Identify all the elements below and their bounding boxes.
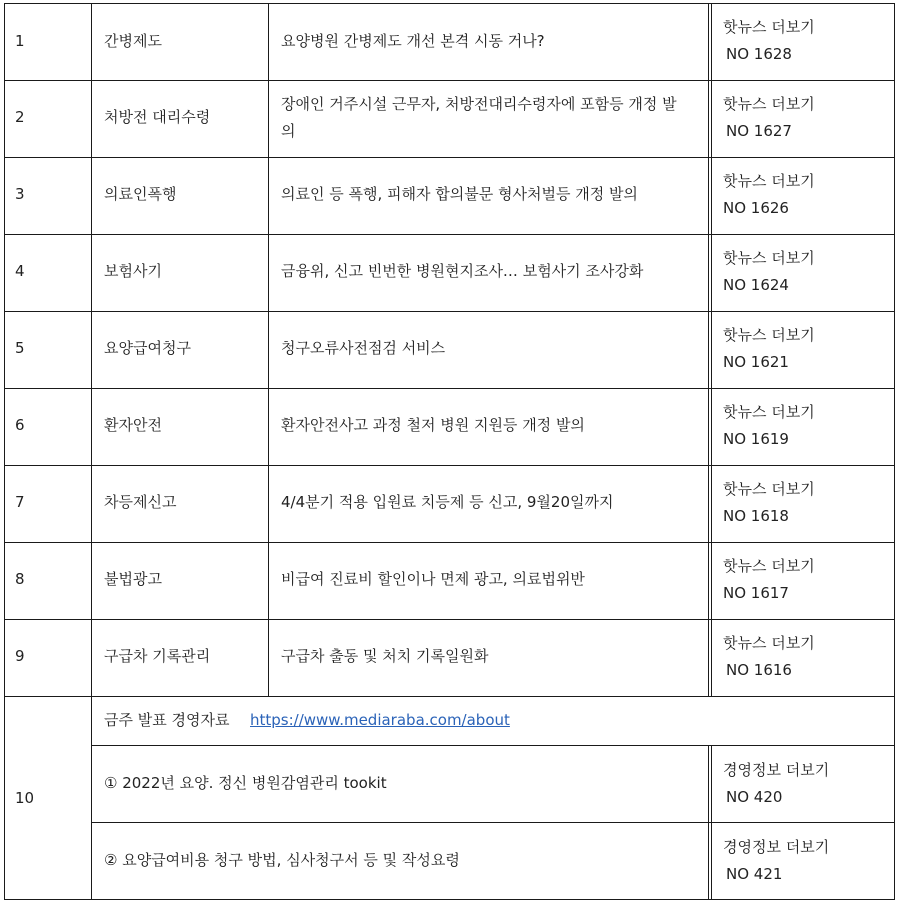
column-divider	[91, 3, 92, 900]
row-number: 10	[15, 789, 35, 807]
hot-news-number[interactable]: NO 1618	[723, 507, 789, 525]
row-number: 9	[15, 647, 25, 665]
hot-news-more-link[interactable]: 핫뉴스 더보기	[723, 634, 815, 652]
row-number: 7	[15, 493, 25, 511]
about-link[interactable]: https://www.mediaraba.com/about	[250, 711, 510, 729]
category-label: 차등제신고	[104, 493, 177, 511]
row-divider	[4, 899, 895, 900]
row-divider	[4, 157, 895, 158]
hot-news-more-link[interactable]: 핫뉴스 더보기	[723, 249, 815, 267]
hot-news-number[interactable]: NO 1628	[726, 45, 792, 63]
column-divider	[4, 3, 5, 900]
management-info-more-link[interactable]: 경영정보 더보기	[723, 838, 830, 856]
hot-news-number[interactable]: NO 1619	[723, 430, 789, 448]
category-label: 불법광고	[104, 570, 162, 588]
category-label: 요양급여청구	[104, 339, 191, 357]
hot-news-more-link[interactable]: 핫뉴스 더보기	[723, 95, 815, 113]
row-number: 5	[15, 339, 25, 357]
row-divider	[91, 745, 895, 746]
hot-news-more-link[interactable]: 핫뉴스 더보기	[723, 480, 815, 498]
category-label: 간병제도	[104, 32, 162, 50]
row-number: 1	[15, 32, 25, 50]
row-number: 4	[15, 262, 25, 280]
row-divider	[91, 822, 895, 823]
hot-news-number[interactable]: NO 1617	[723, 584, 789, 602]
row-number: 2	[15, 108, 25, 126]
hot-news-number[interactable]: NO 1621	[723, 353, 789, 371]
hot-news-number[interactable]: NO 1627	[726, 122, 792, 140]
row-number: 8	[15, 570, 25, 588]
hot-news-more-link[interactable]: 핫뉴스 더보기	[723, 18, 815, 36]
news-title-continued: 의	[281, 122, 296, 140]
hot-news-more-link[interactable]: 핫뉴스 더보기	[723, 557, 815, 575]
hot-news-number[interactable]: NO 1616	[726, 661, 792, 679]
news-title: 구급차 출동 및 처치 기록일원화	[281, 647, 489, 665]
column-divider	[708, 745, 709, 900]
management-info-more-link[interactable]: 경영정보 더보기	[723, 761, 830, 779]
news-title: 의료인 등 폭행, 피해자 합의불문 형사처벌등 개정 발의	[281, 185, 638, 203]
report-title: ② 요양급여비용 청구 방법, 심사청구서 등 및 작성요령	[104, 851, 460, 869]
management-info-number[interactable]: NO 421	[726, 865, 783, 883]
column-divider	[708, 3, 709, 697]
row-divider	[4, 311, 895, 312]
row-divider	[4, 465, 895, 466]
hot-news-more-link[interactable]: 핫뉴스 더보기	[723, 403, 815, 421]
management-info-number[interactable]: NO 420	[726, 788, 783, 806]
category-label: 의료인폭행	[104, 185, 177, 203]
category-label: 환자안전	[104, 416, 162, 434]
news-title: 장애인 거주시설 근무자, 처방전대리수령자에 포함등 개정 발	[281, 95, 677, 113]
column-divider	[268, 3, 269, 697]
report-title: ① 2022년 요양. 정신 병원감염관리 tookit	[104, 774, 387, 792]
row-divider	[4, 696, 895, 697]
news-title: 4/4분기 적용 입원료 치등제 등 신고, 9월20일까지	[281, 493, 614, 511]
row-divider	[4, 80, 895, 81]
row-divider	[4, 619, 895, 620]
news-title: 청구오류사전점검 서비스	[281, 339, 446, 357]
news-title: 환자안전사고 과정 철저 병원 지원등 개정 발의	[281, 416, 585, 434]
weekly-report-label: 금주 발표 경영자료	[104, 711, 230, 729]
hot-news-number[interactable]: NO 1626	[723, 199, 789, 217]
row-divider	[4, 388, 895, 389]
row-divider	[4, 3, 895, 4]
column-divider	[711, 3, 712, 697]
hot-news-more-link[interactable]: 핫뉴스 더보기	[723, 326, 815, 344]
category-label: 구급차 기록관리	[104, 647, 211, 665]
hot-news-number[interactable]: NO 1624	[723, 276, 789, 294]
row-number: 6	[15, 416, 25, 434]
hot-news-more-link[interactable]: 핫뉴스 더보기	[723, 172, 815, 190]
column-divider	[711, 745, 712, 900]
category-label: 보험사기	[104, 262, 162, 280]
row-divider	[4, 542, 895, 543]
news-title: 요양병원 간병제도 개선 본격 시동 거나?	[281, 32, 545, 50]
news-title: 비급여 진료비 할인이나 면제 광고, 의료법위반	[281, 570, 585, 588]
news-title: 금융위, 신고 빈번한 병원현지조사… 보험사기 조사강화	[281, 262, 644, 280]
category-label: 처방전 대리수령	[104, 108, 211, 126]
row-number: 3	[15, 185, 25, 203]
column-divider	[894, 3, 895, 900]
row-divider	[4, 234, 895, 235]
